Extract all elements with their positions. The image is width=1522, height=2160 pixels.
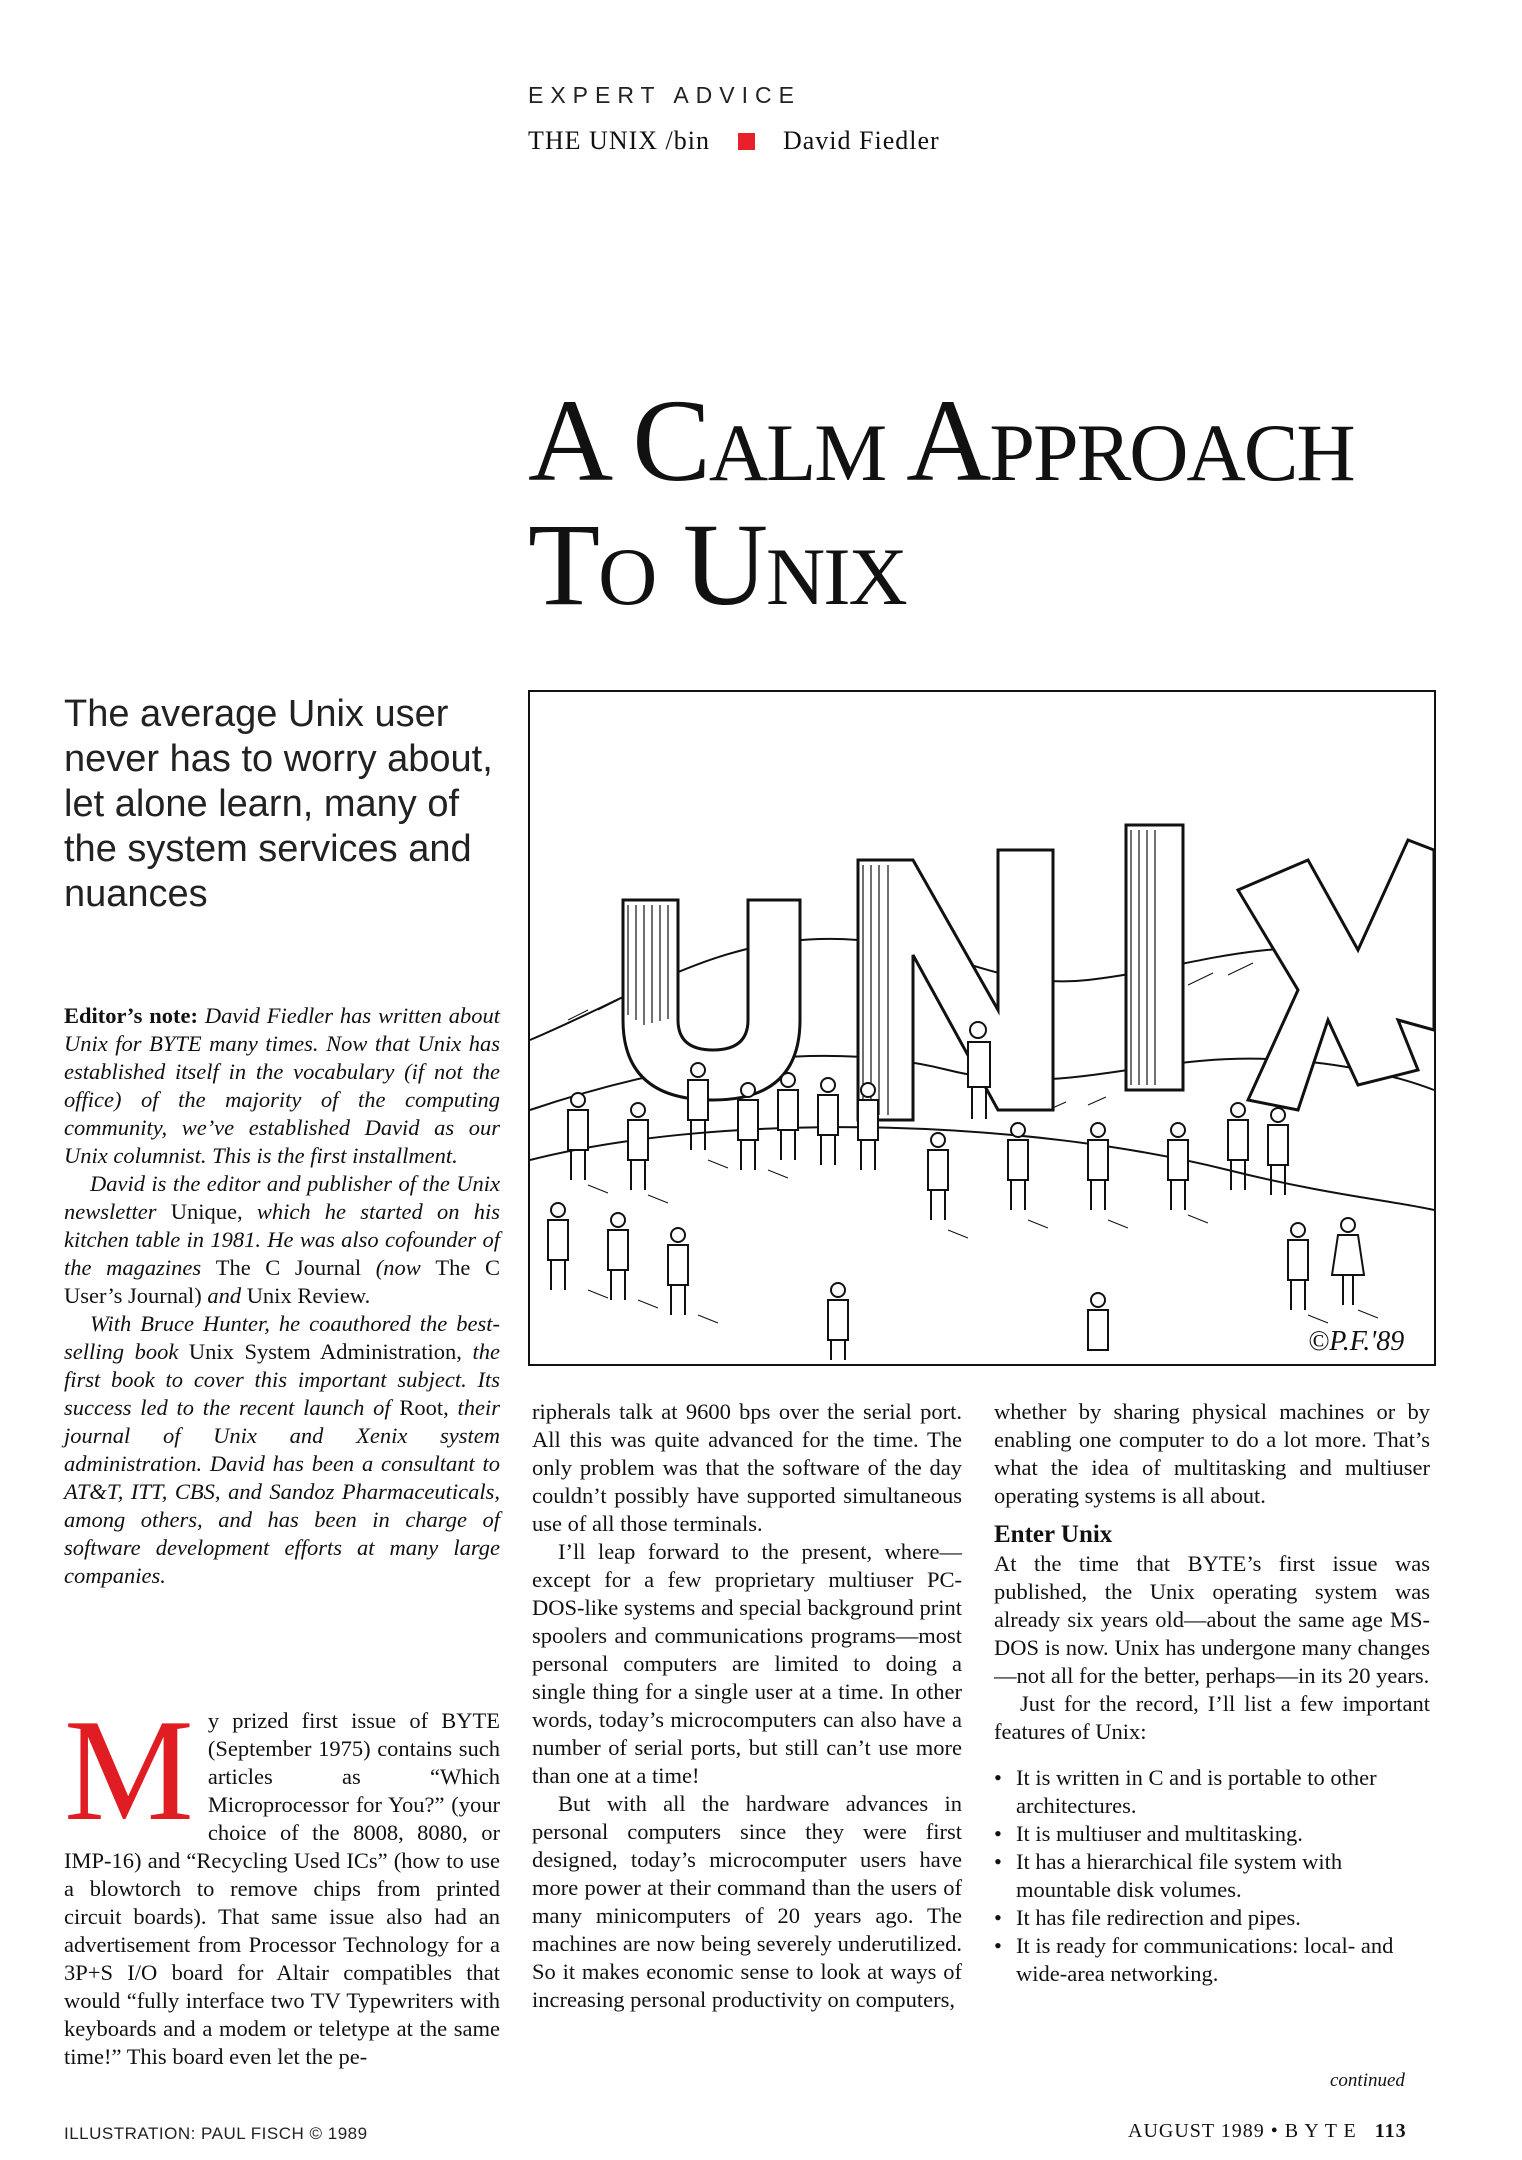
title-part: A [885,375,990,506]
section-kicker: EXPERT ADVICE [528,82,801,108]
title-part: O [598,531,656,622]
column-name: THE UNIX /bin [528,126,710,155]
body-paragraph: whether by sharing physical machines or by enabling one computer to do a lot more. That’s what the idea of multitasking and multiuser operating systems is all about. [994,1399,1430,1508]
illustration-credit: ILLUSTRATION: PAUL FISCH © 1989 [64,2124,368,2143]
note-text: David is the editor and publisher of the Unix newsletter [64,1171,500,1224]
body-paragraph: Just for the record, I’ll list a few important features of Unix: [994,1691,1430,1744]
publication-name: Unix Review. [246,1283,371,1308]
drop-cap: M [64,1689,194,1851]
body-paragraph: y prized first issue of BYTE (September 1975) contains such articles as “Which Microprocessor for You?” (your choice of the 8008, 8080, or IMP-16) and “Recycling Used ICs” (how to use a blowtorch to remove chips from printed circuit boards). That same issue also had an advertisement from Processor Technology for a 3P+S I/O board for Altair compatibles that would “fully interface two TV Typewriters with keyboards and a modem or teletype at the same time!” This board even let the pe- [64,1708,500,2069]
title-part: PPROACH [989,407,1354,498]
note-text: (now [375,1255,421,1280]
list-item: • It has a hierarchical file system with mountable disk volumes. [994,1848,1430,1904]
publication-name: The C User’s Journal) [64,1255,500,1308]
unix-illustration [528,690,1436,1366]
title-part: T [528,499,599,630]
illustration-signature: ©P.F.'89 [1308,1326,1405,1357]
body-paragraph: At the time that BYTE’s first issue was published, the Unix operating system was already six years old—about the same age MS-DOS is now. Unix has undergone many changes—not all for the better, perhaps—in its 20 years. [994,1551,1430,1688]
list-item: • It is multiuser and multitasking. [994,1820,1430,1848]
issue-label: AUGUST 1989 • B Y T E [1128,2120,1357,2142]
red-square-icon [738,133,755,150]
title-part: NIX [766,531,906,622]
editors-note [64,1002,500,1590]
title-part: ALM [708,407,886,498]
body-paragraph: But with all the hardware advances in personal computers since they were first designed, today’s microcomputer users have more power at their command than the users of many minicomputers of 20 years ago. The machines are now being severely underutilized. So it makes economic sense to look at ways of increasing personal productivity on computers, [532,1791,962,2012]
title-part: U [655,499,767,630]
page-number: 113 [1374,2120,1407,2142]
body-column-1 [64,1689,500,2071]
person-figure [1088,1293,1108,1350]
body-column-3 [994,1398,1430,1988]
article-deck: The average Unix user never has to worry about, let alone learn, many of the system services and nuances [64,693,493,915]
publication-name: The C Journal [215,1255,362,1280]
note-text: which he started on his kitchen table in 1981. He was also cofounder of the magazines [64,1199,500,1280]
list-item: • It is ready for communications: local- and wide-area networking. [994,1932,1430,1988]
body-paragraph: ripherals talk at 9600 bps over the serial port. All this was quite advanced for the time. The only problem was that the software of the day couldn’t possibly have supported simultaneous use of all those terminals. [532,1399,962,1536]
note-text: their journal of Unix and Xenix system administration. David has been a consultant to AT&T, ITT, CBS, and Sandoz Pharmaceuticals, among others, and has been in charge of software development efforts at many large companies. [64,1395,501,1588]
feature-list [994,1764,1430,1988]
editors-note-label: Editor’s note: [64,1003,198,1028]
list-item: • It has file redirection and pipes. [994,1904,1430,1932]
list-item: • It is written in C and is portable to other architectures. [994,1764,1430,1820]
subhead: Enter Unix [994,1521,1113,1548]
page-footer [1128,2120,1407,2143]
note-text: the first book to cover this important subject. Its success led to the recent launch of [64,1339,501,1420]
note-text: and [207,1283,242,1308]
publication-name: Unix System Administration, [188,1339,462,1364]
title-part: A C [528,375,709,506]
note-text: With Bruce Hunter, he coauthored the best-selling book [64,1311,500,1364]
continued-label: continued [1330,2070,1405,2091]
body-paragraph: I’ll leap forward to the present, where—except for a few proprietary multiuser PC-DOS-like systems and special background print spoolers and communications programs—most personal computers are limited to doing a single thing for a single user at a time. In other words, today’s microcomputers can also have a number of serial ports, but still can’t use more than one at a time! [532,1539,962,1788]
editors-note-text: David Fiedler has written about Unix for BYTE many times. Now that Unix has established itself in the vocabulary (if not the office) of the majority of the computing community, we’ve established David as our Unix columnist. This is the first installment. [64,1003,500,1168]
byline: David Fiedler [782,126,940,155]
article-title [528,375,1354,633]
body-column-2 [532,1398,962,2014]
column-header [528,126,940,156]
publication-name: Root, [399,1395,449,1420]
publication-name: Unique, [170,1199,243,1224]
